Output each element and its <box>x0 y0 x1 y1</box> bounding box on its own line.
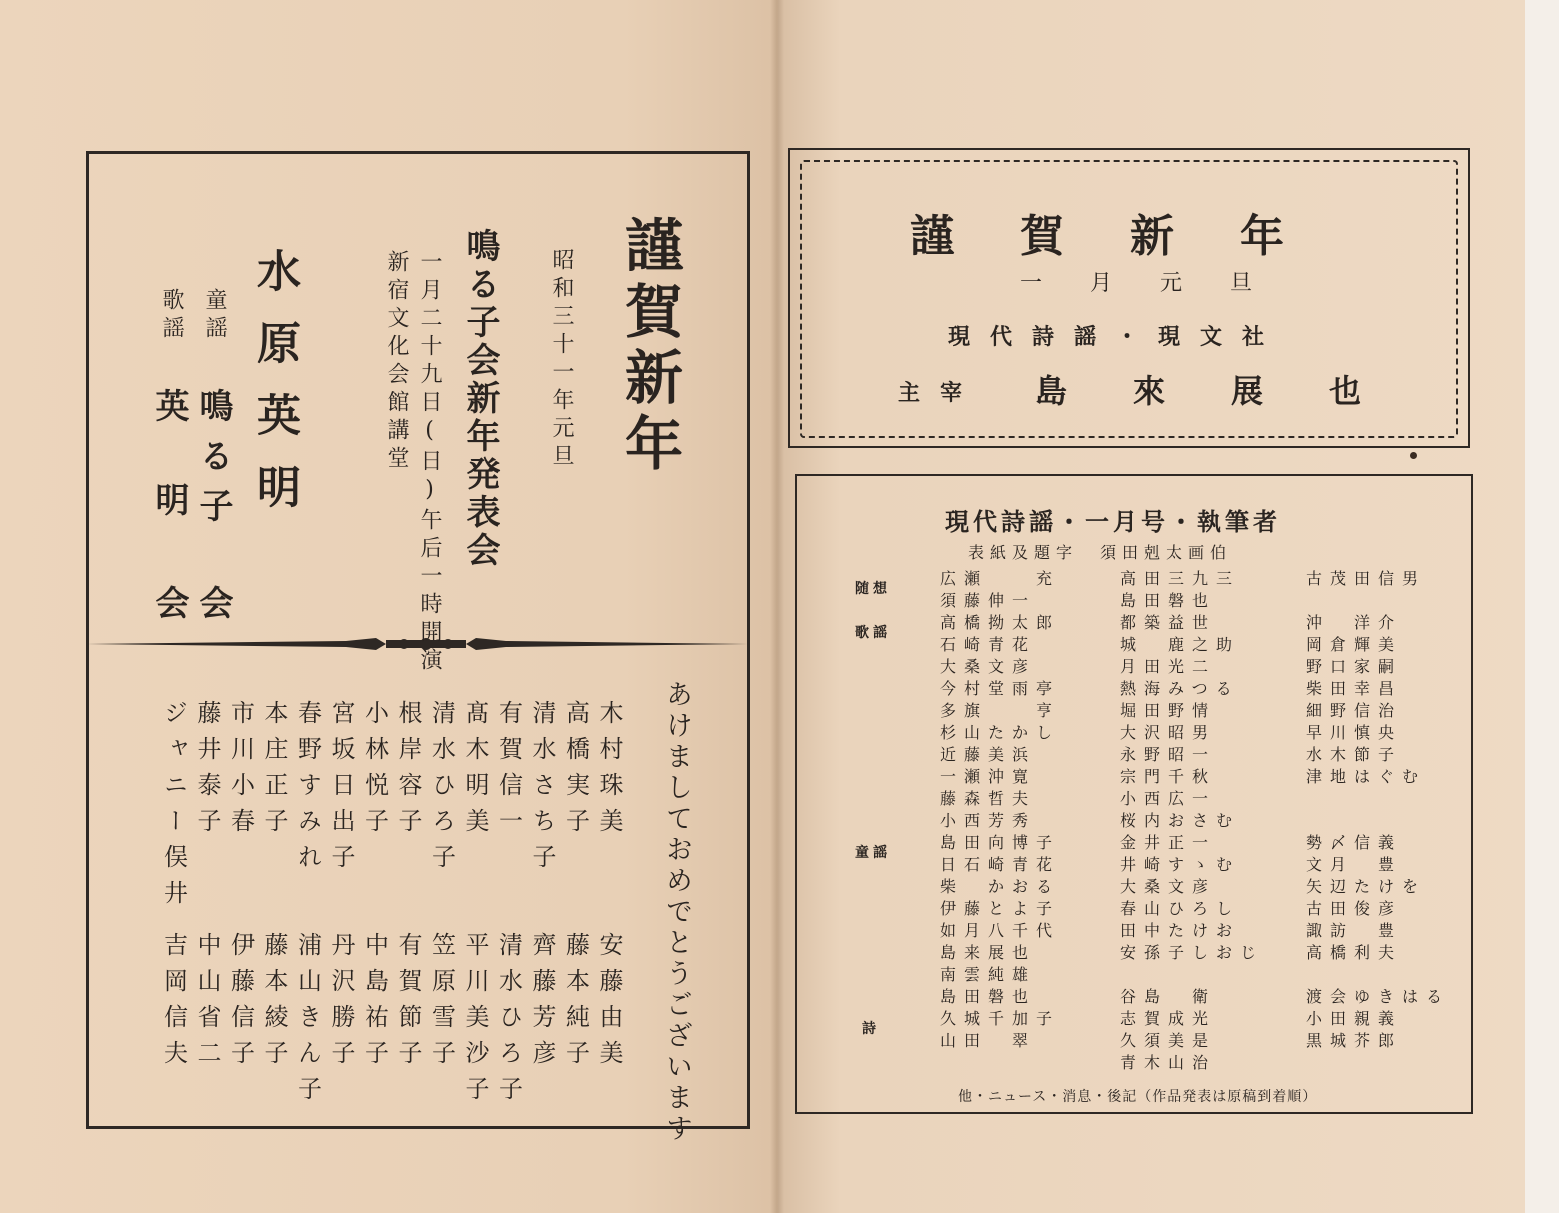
group1-type: 童謡 <box>202 288 227 344</box>
member-name: 平川美沙子 <box>461 932 489 1112</box>
leader-name: 水原英明 <box>249 248 300 536</box>
contributor-name: 城 鹿之助 <box>1120 635 1241 654</box>
contributor-name: 日石崎青花 <box>940 855 1061 874</box>
contributor-name: 諏訪 豊 <box>1306 921 1403 940</box>
contributor-name: 黒城芥郎 <box>1306 1031 1403 1050</box>
contributor-name: 古茂田信男 <box>1306 569 1427 588</box>
member-name: 浦山きん子 <box>293 932 322 1112</box>
member-name: 木村珠美 <box>595 700 623 844</box>
contributor-name: 谷島 衛 <box>1120 987 1217 1006</box>
event-place: 新宿文化会館講堂 <box>384 250 409 474</box>
contributor-name: 多旗 亨 <box>940 701 1061 720</box>
contributor-name: 柴 かおる <box>940 877 1061 896</box>
group1-name: 鳴る子 <box>193 388 233 538</box>
contributor-name: 久城千加子 <box>940 1009 1061 1028</box>
contributor-name: 一瀬沖寛 <box>940 767 1037 786</box>
chief-name: 島來展也 <box>1035 372 1428 410</box>
member-name: 小林悦子 <box>360 700 389 844</box>
contributor-name: 津地はぐむ <box>1306 767 1427 786</box>
contributor-name: 藤森哲夫 <box>940 789 1037 808</box>
contributor-name: 野口家嗣 <box>1306 657 1403 676</box>
contributor-name: 大桑文彦 <box>940 657 1037 676</box>
contributor-name: 小西広一 <box>1120 789 1217 808</box>
contributor-name: 宗門千秋 <box>1120 767 1217 786</box>
member-name: 高橋実子 <box>561 700 590 844</box>
member-name: 清水さち子 <box>528 700 556 880</box>
contributor-name: 永野昭一 <box>1120 745 1217 764</box>
contributor-name: 志賀成光 <box>1120 1009 1217 1028</box>
member-name: 藤本綾子 <box>260 932 288 1076</box>
member-name: 根岸容子 <box>394 700 422 844</box>
contributor-name: 古田俊彦 <box>1306 899 1403 918</box>
member-name: 本庄正子 <box>260 700 288 844</box>
left-date: 昭和三十一年元旦 <box>549 248 574 472</box>
contributors-heading: 現代詩謡・一月号・執筆者 <box>945 507 1281 536</box>
contributor-name: 金井正一 <box>1120 833 1217 852</box>
group2-name: 英明 <box>149 388 189 576</box>
contributor-name: 月田光二 <box>1120 657 1217 676</box>
contributor-name: 春山ひろし <box>1120 899 1241 918</box>
member-name: 吉岡信夫 <box>159 932 188 1076</box>
member-name: 市川小春 <box>226 700 255 844</box>
right-greeting-date: 一月元旦 <box>1020 271 1301 296</box>
group2-type: 歌謡 <box>159 288 184 344</box>
contributor-name: 文月 豊 <box>1306 855 1403 874</box>
contributor-name: 杉山たかし <box>940 723 1061 742</box>
contributor-name: 田中たけお <box>1120 921 1241 940</box>
label-kayou: 歌謡 <box>855 625 891 641</box>
member-name: 安藤由美 <box>595 932 623 1076</box>
chief-label: 主宰 <box>898 380 983 406</box>
label-zuisou: 随想 <box>855 581 891 597</box>
paper-spot <box>1410 452 1417 459</box>
member-name: 丹沢勝子 <box>327 932 355 1076</box>
contributor-name: 早川慎央 <box>1306 723 1403 742</box>
contributor-name: 近藤美浜 <box>940 745 1037 764</box>
page-gutter <box>770 0 784 1213</box>
contributor-name: 伊藤とよ子 <box>940 899 1061 918</box>
member-name: 藤井泰子 <box>193 700 221 844</box>
contributor-name: 大沢昭男 <box>1120 723 1217 742</box>
contributor-name: 矢辺たけを <box>1306 877 1427 896</box>
member-name: 髙木明美 <box>461 700 489 844</box>
contributor-name: 細野信治 <box>1306 701 1403 720</box>
event-title: 鳴る子会新年発表会 <box>460 228 500 570</box>
contributor-name: 安孫子しおじ <box>1120 943 1265 962</box>
contributor-name: 小西芳秀 <box>940 811 1037 830</box>
member-name: 清水ひろ子 <box>427 700 456 880</box>
akemashite-greeting: あけましておめでとうございます <box>661 680 692 1145</box>
contributors-footer: 他・ニュース・消息・後記（作品発表は原稿到着順） <box>958 1089 1318 1105</box>
contributor-name: 島来展也 <box>940 943 1037 962</box>
contributor-name: 如月八千代 <box>940 921 1061 940</box>
event-time: 一月二十九日(日)午后一時開演 <box>417 250 442 676</box>
label-douyou: 童謡 <box>855 845 891 861</box>
contributor-name: 須藤伸一 <box>940 591 1037 610</box>
contributor-name: 水木節子 <box>1306 745 1403 764</box>
contributor-name: 高田三九三 <box>1120 569 1241 588</box>
member-name: ジャニー俣井 <box>159 700 188 916</box>
contributor-name: 広瀬 充 <box>940 569 1061 588</box>
member-name: 伊藤信子 <box>226 932 255 1076</box>
label-shi: 詩 <box>862 1021 880 1037</box>
contributor-name: 熱海みつる <box>1120 679 1240 698</box>
member-name: 有賀信一 <box>494 700 523 844</box>
member-name: 宮坂日出子 <box>327 700 355 880</box>
contributor-name: 大桑文彦 <box>1120 877 1217 896</box>
contributor-name: 青木山治 <box>1120 1053 1217 1072</box>
contributor-name: 久須美是 <box>1120 1031 1217 1050</box>
contributor-name: 堀田野情 <box>1120 701 1217 720</box>
member-name: 有賀節子 <box>394 932 422 1076</box>
contributor-name: 柴田幸昌 <box>1306 679 1403 698</box>
publisher-line: 現代詩謡・現文社 <box>948 324 1285 350</box>
contributor-name: 桜内おさむ <box>1120 811 1241 830</box>
member-name: 笠原雪子 <box>427 932 456 1076</box>
right-greeting-title: 謹賀新年 <box>910 211 1350 262</box>
page-edge <box>1525 0 1559 1213</box>
contributor-name: 山田 翠 <box>940 1031 1037 1050</box>
contributor-name: 南雲純雄 <box>940 965 1037 984</box>
member-name: 中山省二 <box>193 932 221 1076</box>
member-name: 春野すみれ <box>293 700 322 880</box>
group1-suffix: 会 <box>193 585 233 623</box>
contributor-name: 石崎青花 <box>940 635 1037 654</box>
left-greeting: 謹賀新年 <box>615 215 683 479</box>
contributor-name: 島田磐也 <box>940 987 1037 1006</box>
group2-suffix: 会 <box>149 585 189 623</box>
member-name: 清水ひろ子 <box>494 932 523 1112</box>
contributor-name: 都築益世 <box>1120 613 1217 632</box>
contributor-name: 小田親義 <box>1306 1009 1403 1028</box>
contributor-name: 岡倉輝美 <box>1306 635 1403 654</box>
contributor-name: 勢〆信義 <box>1306 833 1403 852</box>
contributor-name: 井崎すゝむ <box>1120 855 1241 874</box>
contributor-name: 高橋拗太郎 <box>940 613 1061 632</box>
contributor-name: 高橋利夫 <box>1306 943 1403 962</box>
member-name: 齊藤芳彦 <box>528 932 556 1076</box>
contributor-name: 島田向博子 <box>940 833 1061 852</box>
contributor-name: 島田磐也 <box>1120 591 1217 610</box>
member-name: 中島祐子 <box>360 932 389 1076</box>
contributor-name: 渡会ゆきはる <box>1306 987 1451 1006</box>
cover-credit: 表紙及題字 須田剋太画伯 <box>968 543 1233 562</box>
member-name: 藤本純子 <box>561 932 590 1076</box>
contributor-name: 沖 洋介 <box>1306 613 1403 632</box>
contributor-name: 今村堂雨亭 <box>940 679 1061 698</box>
